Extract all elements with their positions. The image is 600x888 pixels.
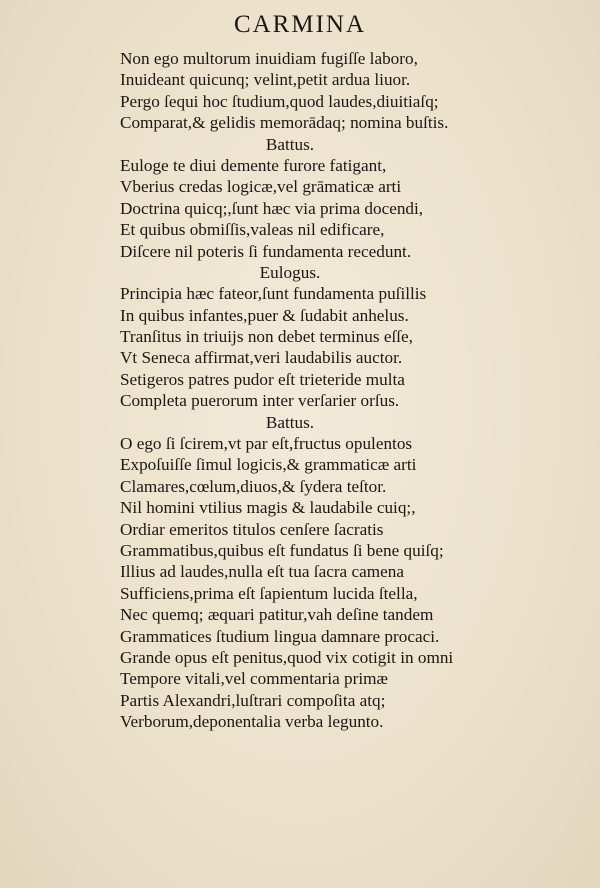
verse-line: Nec quemq; æquari patitur,vah deſine tandem — [120, 605, 434, 625]
verse-line: Inuideant quicunq; velint,petit ardua liuor. — [120, 70, 411, 90]
verse-line: Sufficiens,prima eſt ſapientum lucida ſtella, — [120, 583, 418, 603]
verse-line: Et quibus obmiſſis,valeas nil edificare, — [120, 220, 385, 240]
verse-line: Nil homini vtilius magis & laudabile cuiq;, — [120, 498, 416, 518]
verse-line: Verborum,deponentalia verba legunto. — [120, 712, 384, 732]
verse-line: Diſcere nil poteris ſi fundamenta recedunt. — [120, 241, 412, 261]
verse-line: O ego ſi ſcirem,vt par eſt,fructus opulentos — [120, 434, 413, 454]
verse-line: Non ego multorum inuidiam fugiſſe laboro, — [120, 49, 418, 68]
verse-line: Tempore vitali,vel commentaria primæ — [120, 669, 388, 689]
verse-line: Grammatibus,quibus eſt fundatus ſi bene quiſq; — [120, 540, 444, 560]
verse-line: Illius ad laudes,nulla eſt tua ſacra camena — [120, 562, 404, 582]
verse-line: Principia hæc fateor,ſunt fundamenta puſillis — [120, 284, 427, 304]
verse-line: Completa puerorum inter verſarier orſus. — [120, 391, 400, 411]
running-header: CARMINA — [233, 11, 367, 38]
poem-text — [120, 48, 580, 733]
speaker-heading: Battus. — [265, 134, 315, 154]
verse-line: Partis Alexandri,luſtrari compoſita atq; — [120, 690, 386, 710]
verse-line: Tranſitus in triuijs non debet terminus eſſe, — [120, 327, 413, 347]
verse-line: Vt Seneca affirmat,veri laudabilis auctor. — [120, 348, 403, 368]
verse-line: Ordiar emeritos titulos cenſere ſacratis — [120, 519, 384, 539]
verse-line: Pergo ſequi hoc ſtudium,quod laudes,diuitiaſq; — [120, 91, 439, 111]
verse-line: Expoſuiſſe ſimul logicis,& grammaticæ arti — [120, 455, 417, 475]
speaker-heading: Battus. — [265, 412, 315, 432]
speaker-heading: Eulogus. — [259, 262, 321, 282]
verse-line: Grande opus eſt penitus,quod vix cotigit in omni — [120, 647, 454, 667]
verse-line: Clamares,cœlum,diuos,& ſydera teſtor. — [120, 476, 387, 496]
verse-line: Doctrina quicq;,ſunt hæc via prima docendi, — [120, 198, 424, 218]
verse-line: Comparat,& gelidis memorādaq; nomina buſtis. — [120, 113, 449, 133]
verse-line: In quibus infantes,puer & ſudabit anhelus. — [120, 305, 409, 325]
verse-line: Vberius credas logicæ,vel grāmaticæ arti — [120, 177, 402, 197]
verse-line: Grammatices ſtudium lingua damnare procaci. — [120, 626, 440, 646]
verse-line: Euloge te diui demente furore fatigant, — [120, 155, 387, 175]
verse-line: Setigeros patres pudor eſt trieteride multa — [120, 369, 405, 389]
